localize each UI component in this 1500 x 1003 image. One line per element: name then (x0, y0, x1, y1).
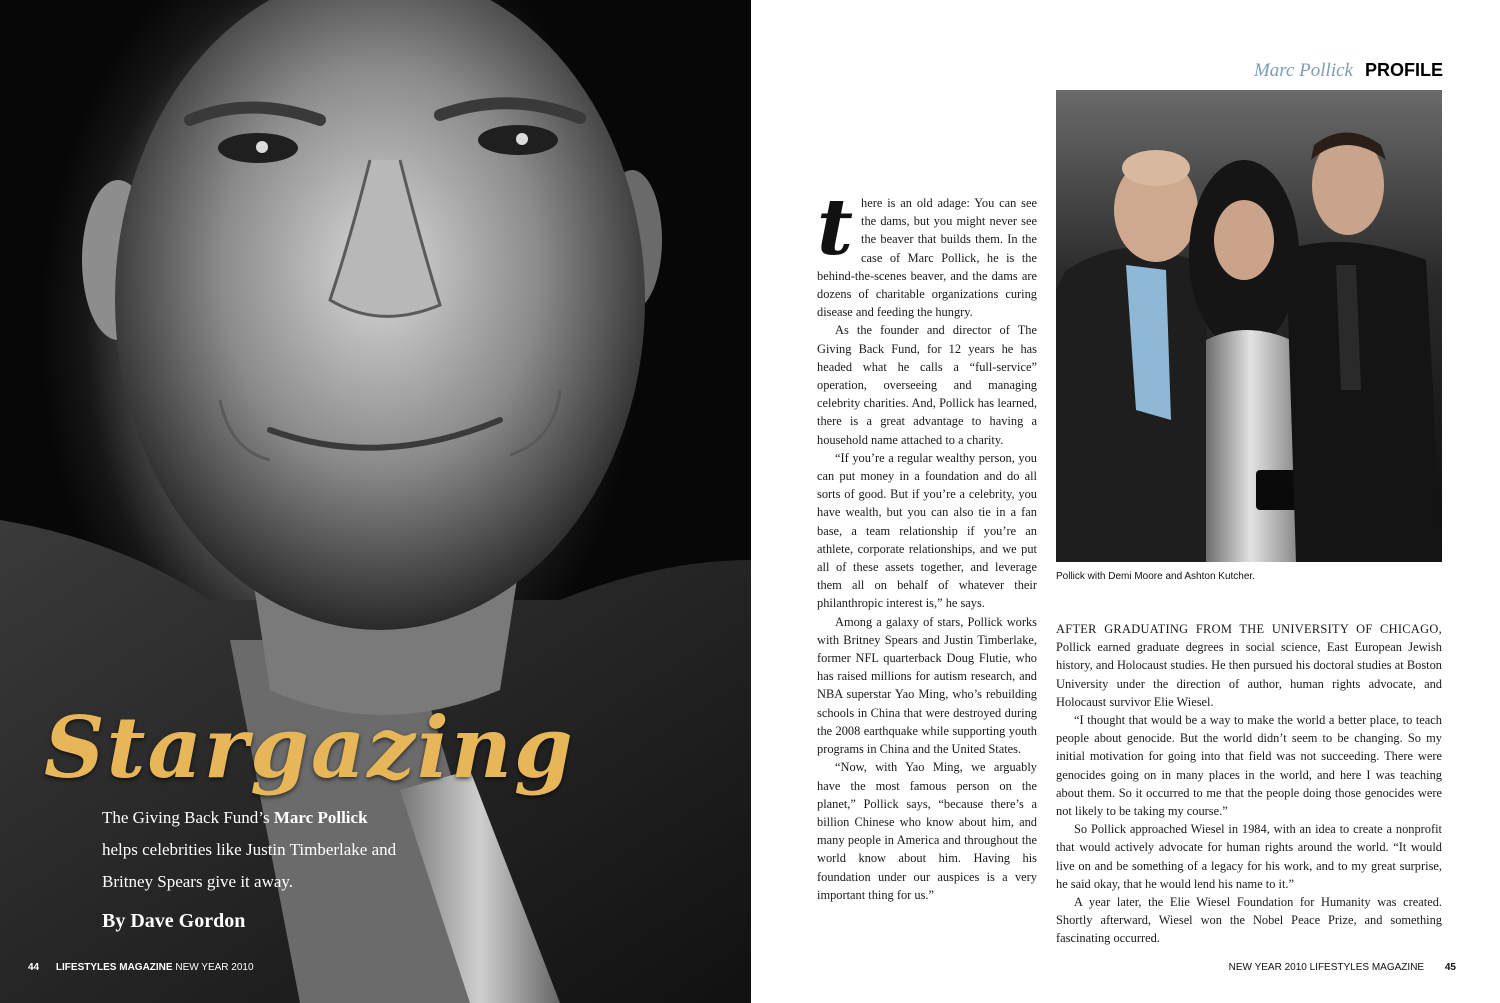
page-number-right: 45 (1444, 962, 1456, 973)
magazine-name-left: LIFESTYLES MAGAZINE (55, 962, 173, 973)
drop-cap: t (817, 182, 854, 273)
lead-in: AFTER GRADUATING FROM THE UNIVERSITY OF CHICAGO, (1056, 622, 1442, 636)
dek-name: Marc Pollick (273, 808, 368, 827)
dek-text-before: The Giving Back Fund’s (102, 808, 274, 827)
page-number-left: 44 (28, 962, 40, 973)
article-paragraph: As the founder and director of The Giving Back Fund, for 12 years he has headed what he calls a “full-service” operation, overseeing and managing celebrity charities. And, Pollick has learned, there is a great advantage to having a household name attached to a charity. (817, 323, 1037, 447)
article-paragraph: So Pollick approached Wiesel in 1984, with an idea to create a nonprofit that would actively advocate for human rights around the world. “It would live on and be something of a legacy for his work, and to my great surprise, he said okay, that he would lend his name to it.” (1056, 822, 1442, 891)
headline: Stargazing (44, 698, 575, 797)
magazine-name-right: LIFESTYLES MAGAZINE (1309, 962, 1425, 973)
article-paragraph: “Now, with Yao Ming, we arguably have the most famous person on the planet,” Pollick says, “because there’s a billion Chinese who know about him, and many people in America and throughout the world know about him. Having his foundation under our auspices is a very important thing for us.” (817, 760, 1037, 902)
issue-left: NEW YEAR 2010 (175, 962, 254, 973)
photo-caption: Pollick with Demi Moore and Ashton Kutcher. (1056, 571, 1255, 582)
article-column-2 (1056, 620, 1442, 948)
article-paragraph: “If you’re a regular wealthy person, you can put money in a foundation and do all sorts of good. But if you’re a celebrity, you have wealth, but you can also tie in a fan base, a team relationship if you’re an athlete, corporate relationships, and we put all of these assets together, and leverage them all on behalf of whatever their philanthropic interest is,” he says. (817, 450, 1037, 611)
article-paragraph: “I thought that would be a way to make the world a better place, to teach people about genocide. But the world didn’t seem to be changing. So my initial motivation for going into that field was not succeeding. There were genocides going on in many places in the world, and here I was teaching about them. So it occurred to me that the people doing those genocides were not likely to be taking my course.” (1056, 713, 1442, 819)
issue-right: NEW YEAR 2010 (1228, 962, 1307, 973)
dek-text-after: helps celebrities like Justin Timberlake and Britney Spears give it away. (102, 840, 397, 891)
article-paragraph: A year later, the Elie Wiesel Foundation for Humanity was created. Shortly afterward, Wiesel won the Nobel Peace Prize, and something fascinating occurred. (1056, 895, 1442, 946)
folio-left (28, 962, 254, 973)
folio-right (1229, 962, 1456, 973)
article-column-1 (817, 182, 1037, 904)
section-label: PROFILE (1364, 60, 1443, 80)
right-page (751, 0, 1500, 1003)
article-paragraph (1056, 620, 1442, 711)
article-paragraph: Among a galaxy of stars, Pollick works with Britney Spears and Justin Timberlake, former NFL quarterback Doug Flutie, who has raised millions for autism research, and NBA superstar Yao Ming, who’s rebuilding schools in China that were destroyed during the 2008 earthquake while supporting youth programs in China and the United States. (817, 614, 1037, 757)
section-header (1254, 60, 1443, 82)
paragraph-text: here is an old adage: You can see the dams, but you might never see the beaver that builds them. In the case of Marc Pollick, he is the behind-the-scenes beaver, and the dams are dozens of charitable organizations curing disease and feeding the hungry. (817, 196, 1037, 320)
paragraph-text: Pollick earned graduate degrees in social science, East European Jewish history, and Holocaust studies. He then pursued his doctoral studies at Boston University under the direction of author, human rights advocate, and Holocaust survivor Elie Wiesel. (1056, 640, 1442, 709)
section-subject: Marc Pollick (1253, 60, 1353, 81)
group-photo-illustration (1056, 90, 1442, 562)
group-photo (1056, 90, 1442, 562)
byline: By Dave Gordon (102, 910, 246, 932)
article-paragraph (817, 182, 1037, 321)
dek (102, 802, 402, 898)
